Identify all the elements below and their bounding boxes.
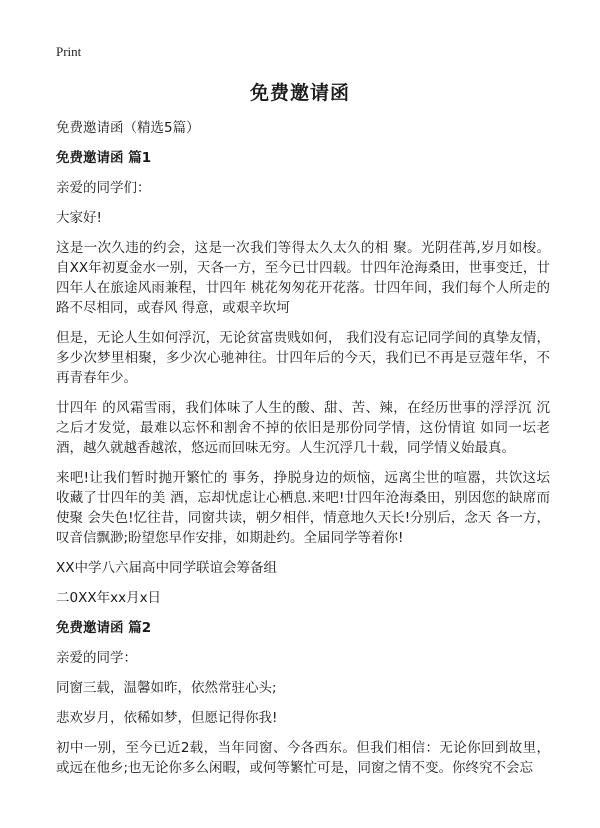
body-paragraph: 初中一别，至今已近2载，当年同窗、今各西东。但我们相信：无论你回到故里，或远在他乡;也无论你多么闲暇，或何等繁忙可是，同窗之情不变。你终究不会忘 <box>56 740 550 776</box>
section-heading: 免费邀请函 篇1 <box>56 150 152 166</box>
section-2 <box>56 618 550 778</box>
section-heading: 免费邀请函 篇2 <box>56 620 152 636</box>
body-paragraph: 悲欢岁月，依稀如梦，但愿记得你我! <box>56 710 278 726</box>
salutation: 亲爱的同学们： <box>56 180 151 196</box>
greeting: 大家好! <box>56 210 102 226</box>
body-paragraph: 来吧!让我们暂时抛开繁忙的 事务，挣脱身边的烦恼，远离尘世的喧嚣，共饮这坛收藏了廿四年的美 酒，忘却忧虑让心栖息.来吧!廿四年沧海桑田，别因您的缺席而使聚 会失色!忆往昔，同窗共读，朝夕相伴，情意地久天长!分别后，念天 各一方，叹音信飘渺;盼望您早作安排，如期赴约。全届同学等着你! <box>56 470 550 546</box>
salutation: 亲爱的同学： <box>56 650 137 666</box>
signature-organizer: XX中学八六届高中同学联谊会筹备组 <box>56 560 277 576</box>
body-paragraph: 同窗三载，温馨如昨，依然常驻心头; <box>56 680 277 696</box>
document-subtitle: 免费邀请函（精选5篇） <box>56 120 200 136</box>
body-paragraph: 但是，无论人生如何浮沉，无论贫富贵贱如何， 我们没有忘记同学间的真挚友情，多少次梦里相聚，多少次心驰神往。廿四年后的今天，我们已不再是豆蔻年华，不再青春年少。 <box>56 330 550 386</box>
print-link[interactable]: Print <box>56 44 82 59</box>
signature-date: 二0XX年xx月x日 <box>56 590 162 606</box>
section-1 <box>56 148 550 608</box>
body-paragraph: 这是一次久违的约会，这是一次我们等得太久太久的相 聚。光阴荏苒,岁月如梭。自XX年初夏金水一别，天各一方，至今已廿四载。廿四年沧海桑田，世事变迁，廿四年人在旅途风雨兼程，廿四年 桃花匆匆花开花落。廿四年间，我们每个人所走的路不尽相同，或春风 得意，或艰辛坎坷 <box>56 240 550 316</box>
document-title: 免费邀请函 <box>249 82 350 104</box>
document-body <box>56 118 550 788</box>
body-paragraph: 廿四年 的风霜雪雨，我们体味了人生的酸、甜、苦、辣，在经历世事的浮浮沉 沉之后才发觉，最难以忘怀和割舍不掉的依旧是那份同学情，这份情谊 如同一坛老酒，越久就越香越浓，悠远而回味无穷。人生沉浮几十载，同学情义始最真。 <box>56 400 550 456</box>
